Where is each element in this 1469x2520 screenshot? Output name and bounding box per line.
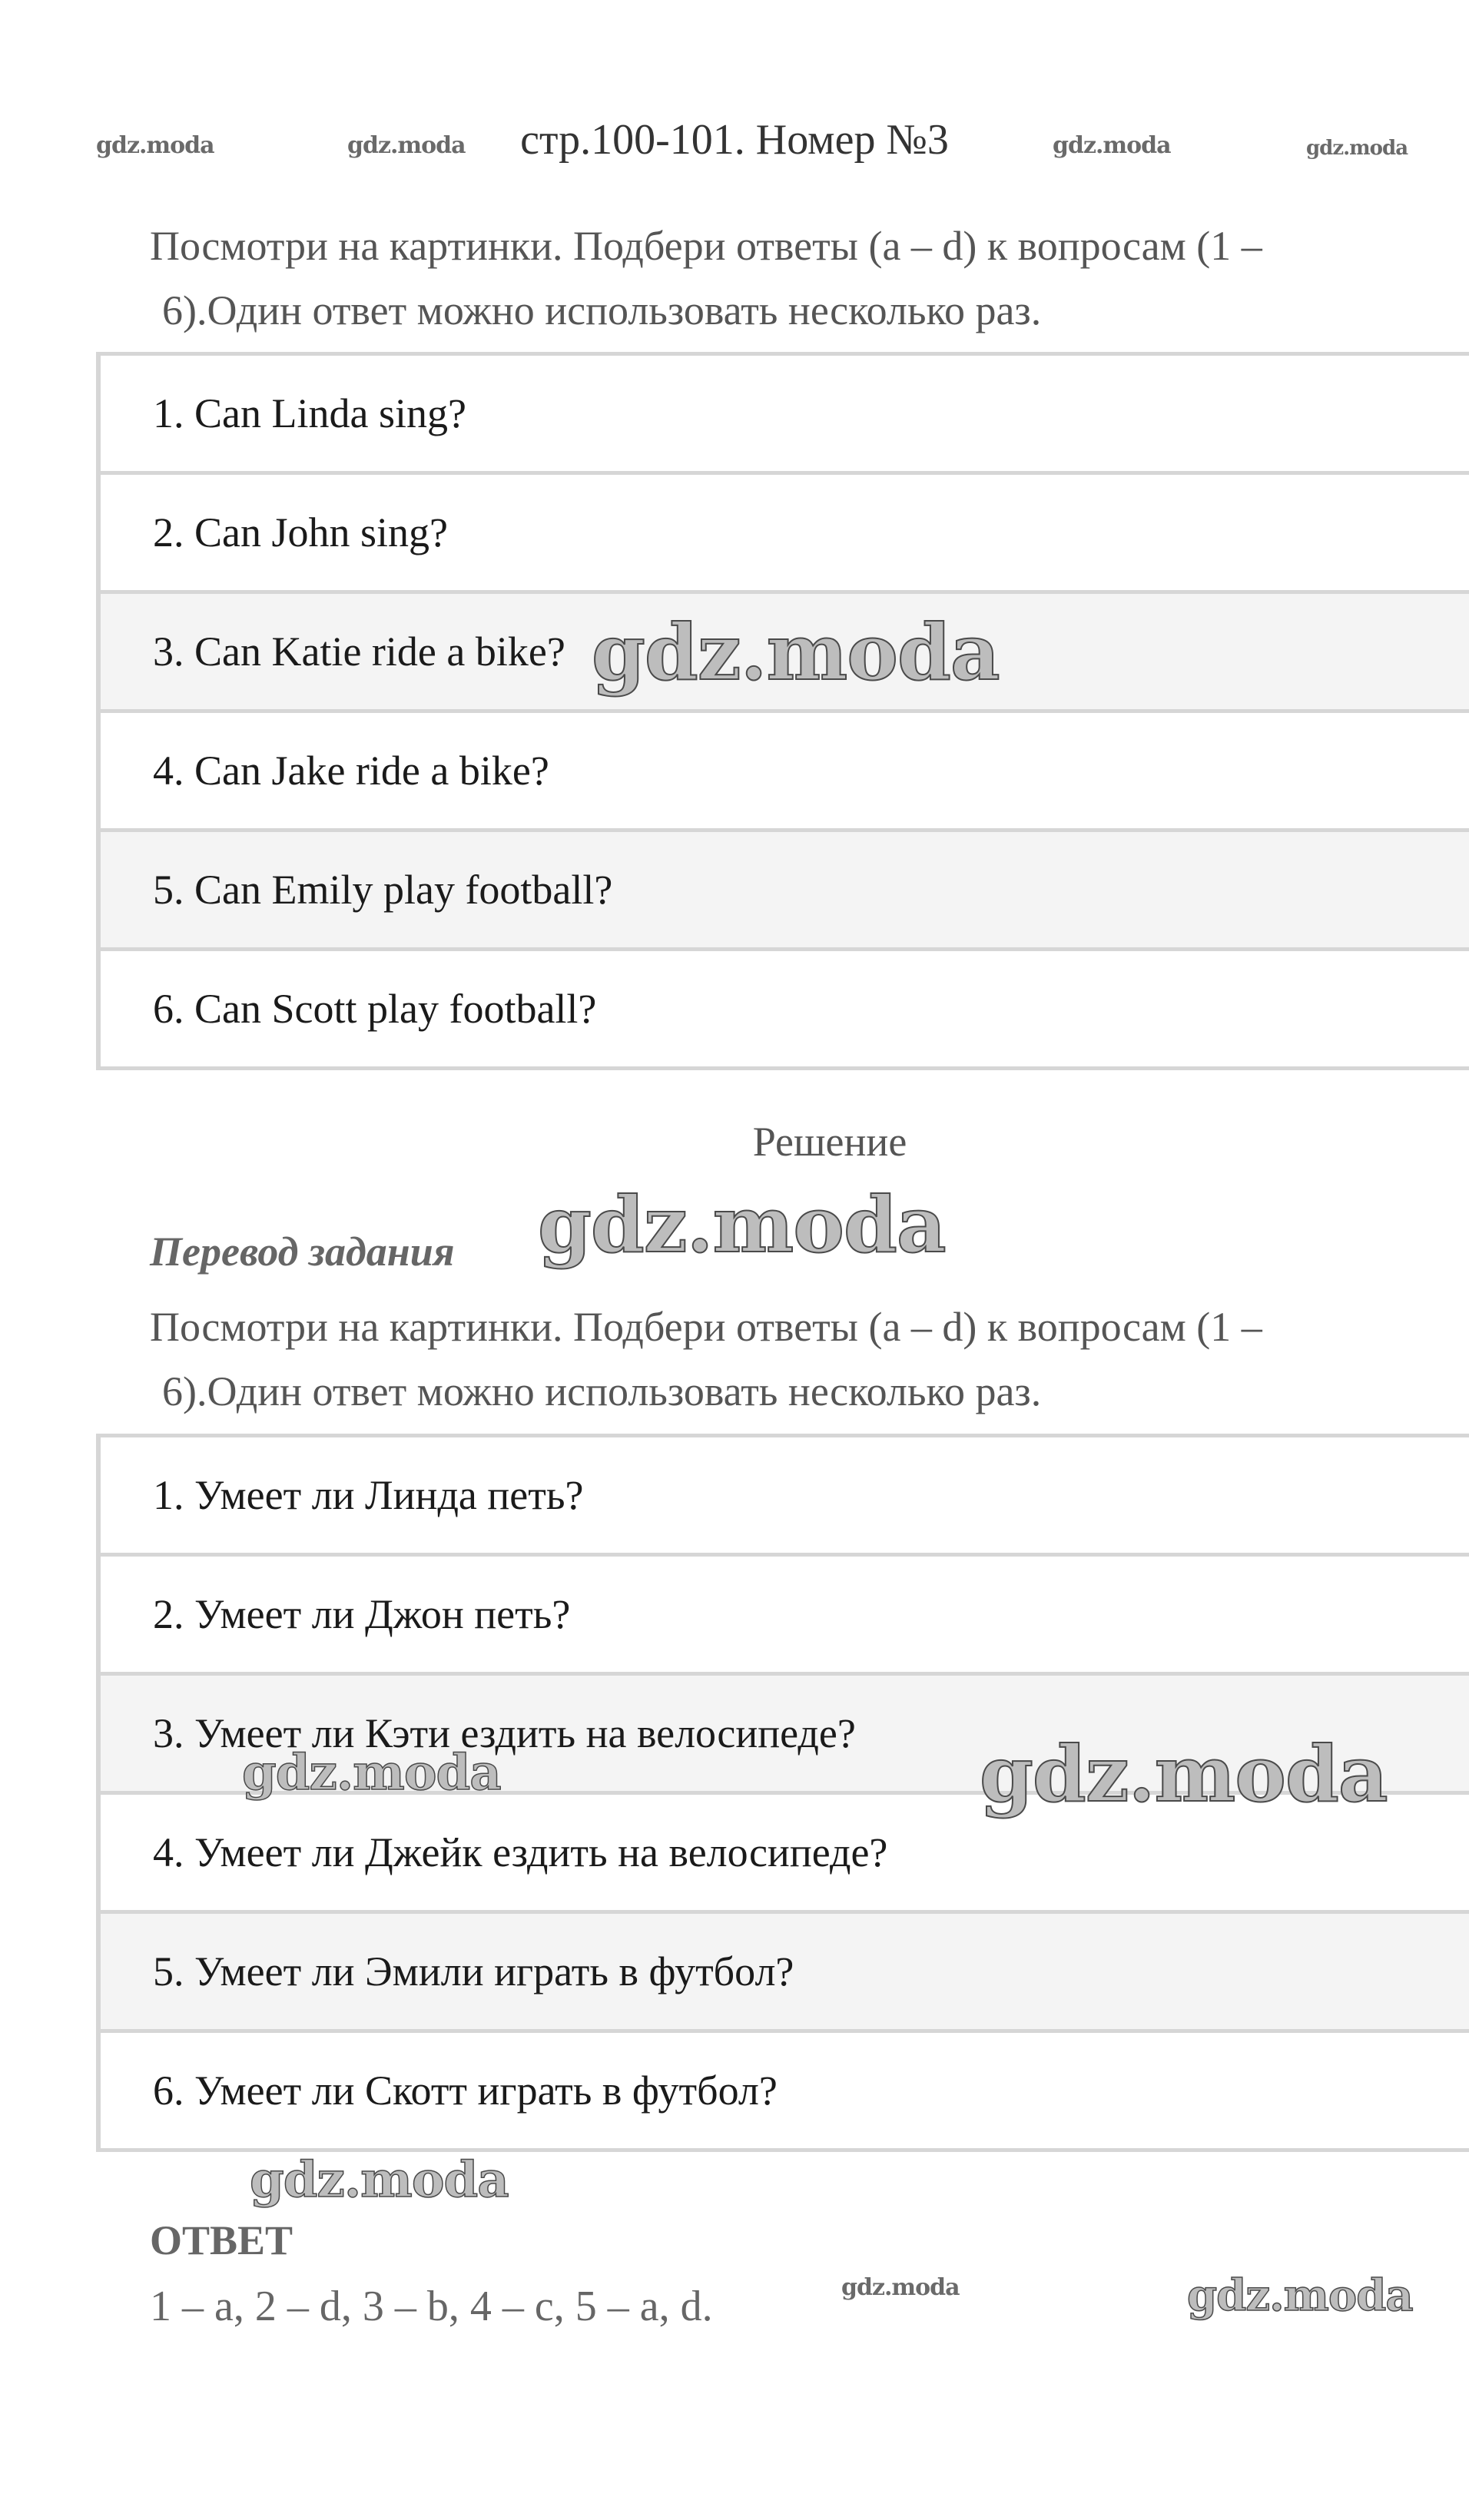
table-row (101, 713, 1469, 832)
watermark: gdz.moda (250, 2151, 509, 2209)
task-instruction (150, 214, 1410, 343)
watermark: gdz.moda (96, 132, 214, 159)
question-text: 2. Can John sing? (153, 509, 448, 555)
question-text: 4. Умеет ли Джейк ездить на велосипеде? (153, 1829, 888, 1875)
table-row (101, 1914, 1469, 2033)
translation-heading: Перевод задания (150, 1228, 455, 1275)
question-text: 1. Can Linda sing? (153, 390, 466, 436)
question-text: 3. Can Katie ride a bike? (153, 628, 565, 675)
watermark: gdz.moda (347, 132, 466, 159)
question-text: 1. Умеет ли Линда петь? (153, 1472, 584, 1518)
watermark: gdz.moda (1306, 137, 1408, 160)
instruction-line-2: 6).Один ответ можно использовать несколько раз. (162, 287, 1042, 333)
table-row (101, 951, 1469, 1070)
translation-instruction (150, 1295, 1410, 1424)
question-text: 6. Умеет ли Скотт играть в футбол? (153, 2067, 778, 2114)
instruction-line-1: Посмотри на картинки. Подбери ответы (a – d) к вопросам (1 – (150, 223, 1262, 269)
table-row (101, 475, 1469, 594)
question-text: 5. Умеет ли Эмили играть в футбол? (153, 1948, 794, 1994)
question-text: 4. Can Jake ride a bike? (153, 748, 549, 794)
table-row (101, 832, 1469, 951)
answer-heading: ОТВЕТ (150, 2217, 293, 2263)
watermark: gdz.moda (1187, 2270, 1413, 2321)
table-row (101, 1437, 1469, 1557)
watermark: gdz.moda (841, 2274, 960, 2301)
watermark: gdz.moda (1053, 132, 1171, 159)
table-row (101, 2033, 1469, 2152)
watermark: gdz.moda (242, 1744, 501, 1802)
watermark: gdz.moda (980, 1729, 1388, 1819)
page-title: стр.100-101. Номер №3 (520, 116, 949, 164)
question-text: 2. Умеет ли Джон петь? (153, 1591, 571, 1637)
answer-text: 1 – a, 2 – d, 3 – b, 4 – c, 5 – a, d. (150, 2283, 713, 2330)
instruction-line-1: Посмотри на картинки. Подбери ответы (a – d) к вопросам (1 – (150, 1304, 1262, 1350)
solution-title: Решение (752, 1119, 907, 1165)
question-text: 5. Can Emily play football? (153, 867, 613, 913)
table-row (101, 356, 1469, 475)
watermark: gdz.moda (592, 607, 1000, 698)
question-text: 6. Can Scott play football? (153, 986, 597, 1032)
instruction-line-2: 6).Один ответ можно использовать несколько раз. (162, 1368, 1042, 1414)
watermark: gdz.moda (538, 1179, 946, 1270)
question-text: 3. Умеет ли Кэти ездить на велосипеде? (153, 1710, 856, 1756)
questions-table (96, 352, 1469, 1070)
table-row (101, 1557, 1469, 1676)
